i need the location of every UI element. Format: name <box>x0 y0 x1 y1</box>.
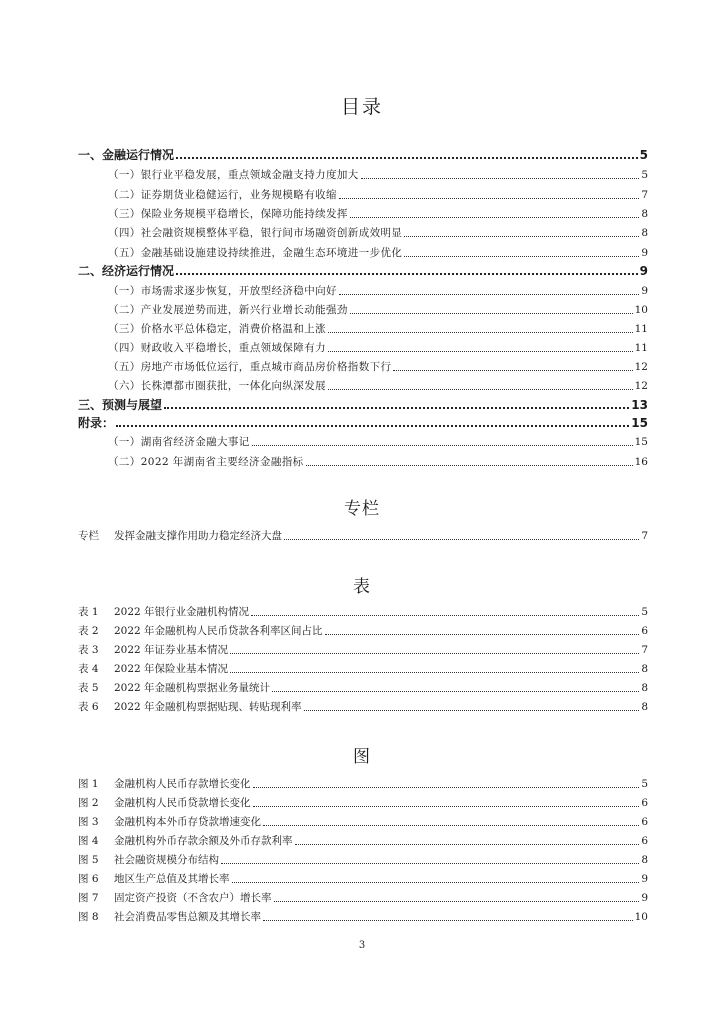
entry-page: 7 <box>641 530 648 542</box>
entry-label: 社会融资规模分布结构 <box>114 854 219 866</box>
entry-page: 8 <box>641 663 648 675</box>
toc-entry-label: 附录： <box>78 416 115 430</box>
column-entry[interactable] <box>78 525 648 543</box>
toc-entry[interactable] <box>108 318 648 336</box>
toc-entry-page: 5 <box>641 169 648 181</box>
toc-entry-label: （一）银行业平稳发展，重点领域金融支持力度加大 <box>108 169 359 181</box>
entry-prefix: 图 2 <box>78 797 99 809</box>
dot-leader <box>230 652 639 654</box>
column-section-title: 专栏 <box>344 499 380 519</box>
toc-entry-label: （三）保险业务规模平稳增长，保障功能持续发挥 <box>108 208 348 220</box>
entry-prefix: 表 1 <box>78 606 99 618</box>
tables-section-title: 表 <box>353 577 371 597</box>
dot-leader <box>404 255 639 257</box>
entry-label: 2022 年保险业基本情况 <box>114 663 229 675</box>
entry-prefix: 表 5 <box>78 682 99 694</box>
figure-entry[interactable] <box>78 830 648 848</box>
toc-entry[interactable] <box>108 222 648 240</box>
entry-page: 9 <box>641 873 648 885</box>
toc-entry[interactable] <box>108 299 648 317</box>
entry-page: 10 <box>634 911 648 923</box>
toc-entry-label: （五）房地产市场低位运行，重点城市商品房价格指数下行 <box>108 361 392 373</box>
dot-leader <box>328 350 633 352</box>
table-entry[interactable] <box>78 696 648 714</box>
toc-entry-page: 13 <box>631 398 648 412</box>
entry-page: 8 <box>641 701 648 713</box>
figure-entry[interactable] <box>78 906 648 924</box>
entry-page: 6 <box>641 835 648 847</box>
toc-entry[interactable] <box>108 451 648 469</box>
toc-entry-label: （二）证券期货业稳健运行，业务规模略有收缩 <box>108 189 337 201</box>
toc-entry[interactable] <box>108 280 648 298</box>
toc-entry-page: 11 <box>634 342 648 354</box>
dot-leader <box>328 331 633 333</box>
toc-entry-page: 12 <box>634 380 648 392</box>
dot-leader <box>221 862 639 864</box>
dot-leader <box>252 444 633 446</box>
figure-entry[interactable] <box>78 811 648 829</box>
toc-entry-page: 15 <box>634 436 648 448</box>
table-entry[interactable] <box>78 639 648 657</box>
figures-section-title: 图 <box>353 747 371 767</box>
entry-prefix: 图 7 <box>78 892 99 904</box>
dot-leader <box>339 197 639 199</box>
toc-entry-page: 9 <box>639 264 648 278</box>
dot-leader <box>404 235 639 237</box>
entry-label: 2022 年金融机构票据业务量统计 <box>114 682 271 694</box>
toc-entry-label: （四）社会融资规模整体平稳，银行间市场融资创新成效明显 <box>108 227 403 239</box>
toc-entry-label: （一）湖南省经济金融大事记 <box>108 436 250 448</box>
toc-title: 目录 <box>340 96 383 118</box>
entry-label: 金融机构外币存款余额及外币存款利率 <box>114 835 293 847</box>
toc-entry-label: （二）2022 年湖南省主要经济金融指标 <box>108 456 304 468</box>
toc-entry-page: 9 <box>641 285 648 297</box>
toc-entry-label: （一）市场需求逐步恢复，开放型经济稳中向好 <box>108 285 337 297</box>
toc-entry-page: 7 <box>641 189 648 201</box>
toc-entry-label: （四）财政收入平稳增长，重点领域保障有力 <box>108 342 326 354</box>
entry-label: 金融机构本外币存贷款增速变化 <box>114 816 261 828</box>
toc-entry[interactable] <box>108 242 648 260</box>
entry-prefix: 表 6 <box>78 701 99 713</box>
entry-label: 2022 年银行业金融机构情况 <box>114 606 250 618</box>
dot-leader <box>164 406 629 409</box>
toc-entry-page: 8 <box>641 208 648 220</box>
figure-entry[interactable] <box>78 792 648 810</box>
dot-leader <box>230 671 639 673</box>
table-entry[interactable] <box>78 620 648 638</box>
toc-entry[interactable] <box>108 164 648 182</box>
entry-label: 金融机构人民币贷款增长变化 <box>114 797 251 809</box>
dot-leader <box>253 786 640 788</box>
dot-leader <box>306 464 633 466</box>
toc-entry-page: 10 <box>634 304 648 316</box>
entry-page: 6 <box>641 816 648 828</box>
entry-page: 8 <box>641 854 648 866</box>
entry-page: 9 <box>641 892 648 904</box>
toc-entry[interactable] <box>78 394 648 412</box>
toc-entry-label: （二）产业发展逆势而进，新兴行业增长动能强劲 <box>108 304 348 316</box>
dot-leader <box>272 690 639 692</box>
entry-label: 社会消费品零售总额及其增长率 <box>114 911 261 923</box>
toc-entry[interactable] <box>108 431 648 449</box>
figure-entry[interactable] <box>78 773 648 791</box>
entry-prefix: 图 6 <box>78 873 99 885</box>
figure-entry[interactable] <box>78 887 648 905</box>
entry-page: 7 <box>641 644 648 656</box>
dot-leader <box>350 312 633 314</box>
entry-page: 6 <box>641 625 648 637</box>
toc-entry-page: 9 <box>641 247 648 259</box>
page-number: 3 <box>358 940 366 951</box>
toc-entry-label: 一、金融运行情况 <box>78 148 175 162</box>
toc-entry[interactable] <box>108 375 648 393</box>
toc-entry[interactable] <box>78 260 648 278</box>
dot-leader <box>393 369 632 371</box>
toc-entry-page: 15 <box>631 416 648 430</box>
entry-label: 2022 年证券业基本情况 <box>114 644 229 656</box>
figure-entry[interactable] <box>78 849 648 867</box>
entry-prefix: 表 2 <box>78 625 99 637</box>
dot-leader <box>232 881 640 883</box>
entry-label: 发挥金融支撑作用助力稳定经济大盘 <box>114 530 282 542</box>
dot-leader <box>263 919 633 921</box>
toc-entry-page: 16 <box>634 456 648 468</box>
table-entry[interactable] <box>78 677 648 695</box>
dot-leader <box>263 824 639 826</box>
toc-entry-page: 12 <box>634 361 648 373</box>
dot-leader <box>253 805 640 807</box>
entry-page: 5 <box>641 778 648 790</box>
entry-prefix: 图 1 <box>78 778 99 790</box>
entry-page: 5 <box>641 606 648 618</box>
toc-entry-page: 8 <box>641 227 648 239</box>
table-entry[interactable] <box>78 658 648 676</box>
table-entry[interactable] <box>78 601 648 619</box>
dot-leader <box>295 843 640 845</box>
dot-leader <box>325 633 640 635</box>
entry-label: 2022 年金融机构人民币贷款各利率区间占比 <box>114 625 323 637</box>
dot-leader <box>176 272 638 275</box>
entry-label: 金融机构人民币存款增长变化 <box>114 778 251 790</box>
toc-entry[interactable] <box>108 337 648 355</box>
toc-entry-label: （三）价格水平总体稳定，消费价格温和上涨 <box>108 323 326 335</box>
entry-prefix: 专栏 <box>78 530 99 542</box>
toc-entry[interactable] <box>78 412 648 430</box>
entry-prefix: 图 8 <box>78 911 99 923</box>
entry-prefix: 表 4 <box>78 663 99 675</box>
dot-leader <box>350 216 640 218</box>
entry-page: 8 <box>641 682 648 694</box>
entry-label: 固定资产投资（不含农户）增长率 <box>114 892 272 904</box>
entry-prefix: 表 3 <box>78 644 99 656</box>
entry-label: 地区生产总值及其增长率 <box>114 873 230 885</box>
toc-entry-label: （五）金融基础设施建设持续推进，金融生态环境进一步优化 <box>108 247 403 259</box>
toc-entry[interactable] <box>108 184 648 202</box>
dot-leader <box>116 424 629 427</box>
dot-leader <box>284 538 639 540</box>
toc-entry[interactable] <box>108 203 648 221</box>
dot-leader <box>274 900 640 902</box>
entry-page: 6 <box>641 797 648 809</box>
entry-prefix: 图 3 <box>78 816 99 828</box>
toc-entry-page: 5 <box>639 148 648 162</box>
toc-entry-label: （六）长株潭都市圈获批，一体化向纵深发展 <box>108 380 326 392</box>
toc-entry[interactable] <box>108 356 648 374</box>
dot-leader <box>361 177 640 179</box>
toc-entry-label: 二、经济运行情况 <box>78 264 175 278</box>
entry-prefix: 图 4 <box>78 835 99 847</box>
toc-entry-page: 11 <box>634 323 648 335</box>
entry-prefix: 图 5 <box>78 854 99 866</box>
dot-leader <box>328 388 633 390</box>
dot-leader <box>251 614 639 616</box>
dot-leader <box>339 293 639 295</box>
dot-leader <box>304 709 640 711</box>
figure-entry[interactable] <box>78 868 648 886</box>
toc-entry[interactable] <box>78 144 648 162</box>
toc-entry-label: 三、预测与展望 <box>78 398 163 412</box>
dot-leader <box>176 156 638 159</box>
entry-label: 2022 年金融机构票据贴现、转贴现利率 <box>114 701 302 713</box>
